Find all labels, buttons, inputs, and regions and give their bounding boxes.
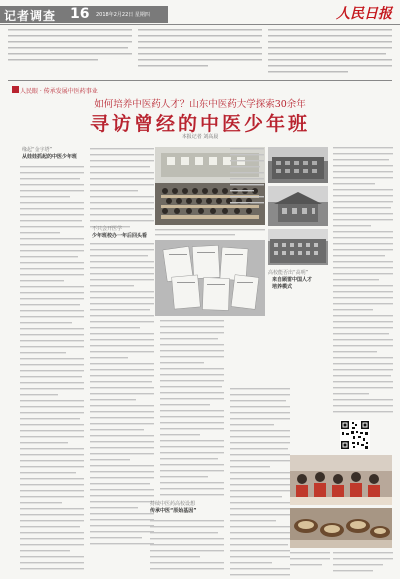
section-rule — [8, 80, 392, 81]
building-photo-1-art — [268, 147, 328, 183]
building-photo-3-art — [268, 229, 328, 265]
section-name: 记者调查 — [4, 9, 57, 23]
building-photo-1 — [268, 147, 328, 183]
qr-code — [340, 420, 370, 450]
column2-body-lines — [90, 148, 154, 232]
headline-title: 寻访曾经的中医少年班 — [89, 113, 310, 135]
section4-title-line2: 培养模式 — [272, 284, 293, 290]
section3-title: 传承中医“原始基因” — [150, 508, 197, 514]
section1-title: 从娃娃抓起的中医少年班 — [22, 154, 78, 160]
column1-body-lines — [20, 166, 84, 578]
headline-subtitle: 如何培养中医药人才？山东中医药大学探索30余年 — [94, 99, 306, 110]
page-number: 16 — [70, 6, 90, 22]
column2-lower-lines — [90, 243, 154, 548]
bottom-caption-lines — [333, 552, 393, 576]
classroom-photo — [290, 455, 392, 505]
column5-body-lines — [333, 147, 393, 417]
banner-marker-icon — [12, 86, 19, 93]
herbs-photo — [290, 508, 392, 548]
building-photo-2 — [268, 186, 328, 226]
newspaper-logo: 人民日报 — [336, 6, 392, 22]
column3-body-lines — [160, 320, 224, 500]
classroom-photo-art — [290, 455, 392, 505]
header-rule — [0, 24, 400, 25]
qr-code-icon — [340, 420, 370, 450]
top-text-lines — [8, 27, 392, 77]
section1-label: 缘起“金字塔” — [22, 147, 53, 153]
herbs-photo-art — [290, 508, 392, 548]
date-line: 2018年2月22日 星期四 — [96, 12, 150, 18]
section2-title: 少年班校办一年后回头看 — [92, 233, 148, 239]
section4-title-line1: 来自顾雷中国人才 — [272, 277, 313, 283]
bottom-left-caption-lines — [290, 552, 330, 576]
byline: 本报记者 刘高晨 — [181, 134, 219, 140]
section3-label: 持续中医药高校设想 — [150, 501, 196, 507]
building-photo-3 — [268, 229, 328, 265]
section2-label: 不只会开医学 — [92, 226, 123, 232]
feature-banner: 人民眼 · 传承发展中医药事业 — [20, 88, 98, 95]
section3-body-lines — [150, 520, 224, 576]
section4-label: 高校能否出“高明” — [268, 270, 309, 276]
building-photo-2-art — [268, 186, 328, 226]
